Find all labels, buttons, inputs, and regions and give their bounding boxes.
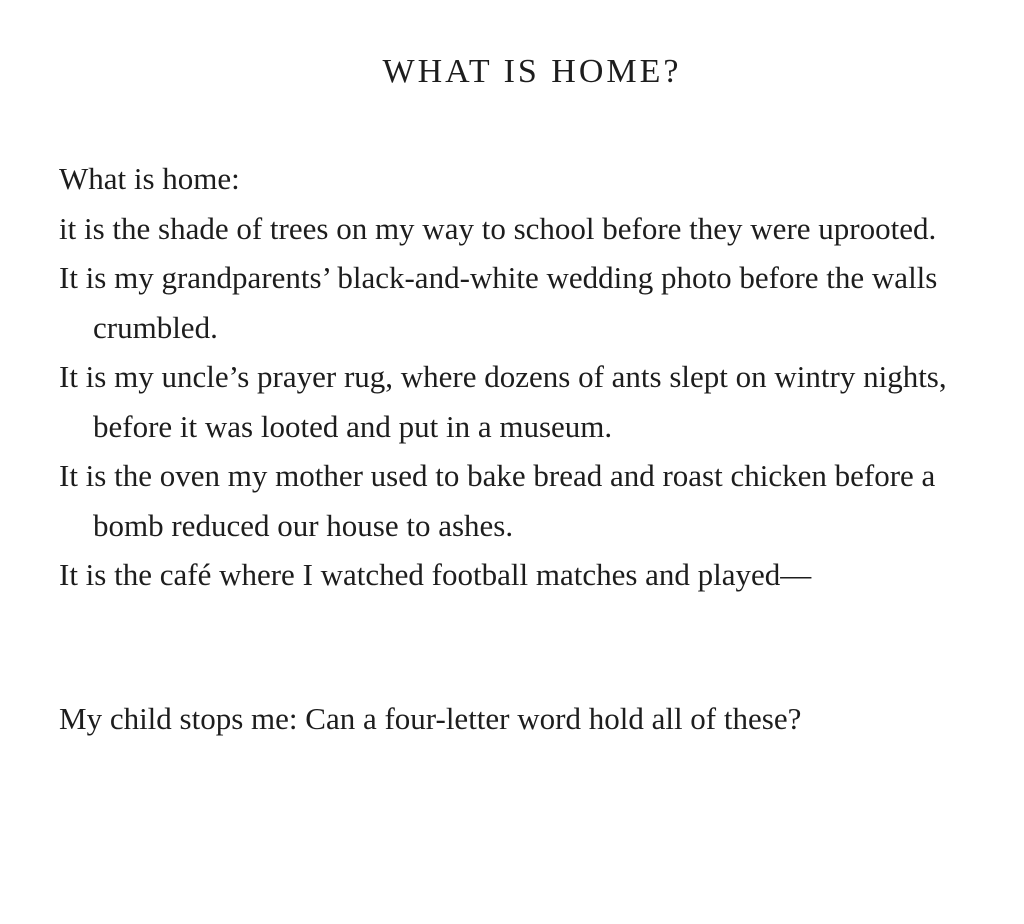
poem-line: it is the shade of trees on my way to school before they were uprooted. <box>59 210 937 246</box>
poem-line: My child stops me: Can a four-letter word hold all of these? <box>59 701 802 736</box>
poem-title: WHAT IS HOME? <box>382 53 682 90</box>
stanza-two <box>59 694 999 744</box>
poem-line: It is the oven my mother used to bake bread and roast chicken before a bomb reduced our house to ashes. <box>59 458 936 543</box>
poem-line: It is the café where I watched football matches and played— <box>59 557 812 592</box>
poem-line: It is my grandparents’ black-and-white wedding photo before the walls crumbled. <box>59 260 938 345</box>
stanza-one <box>59 154 999 600</box>
poem-line: It is my uncle’s prayer rug, where dozens of ants slept on wintry nights, before it was looted and put in a museum. <box>59 359 947 444</box>
poem-line: What is home: <box>59 161 240 196</box>
